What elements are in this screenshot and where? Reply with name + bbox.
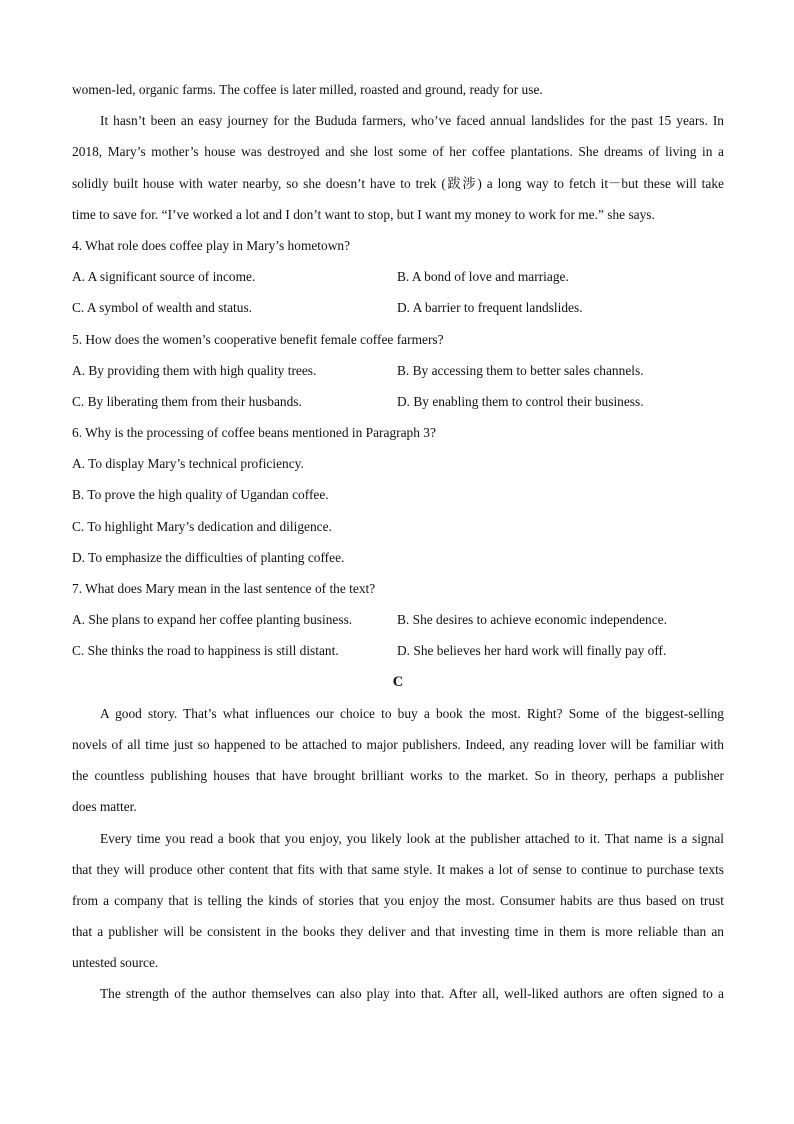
option-b[interactable]: B. To prove the high quality of Ugandan coffee. xyxy=(72,487,329,503)
exam-page xyxy=(72,74,724,1010)
section-title: C xyxy=(392,673,404,690)
question-7 xyxy=(72,573,724,667)
paragraph-line: that a publisher will be consistent in the books they deliver and that investing time in them is more reliable than an xyxy=(72,924,724,940)
question-stem: 6. Why is the processing of coffee beans mentioned in Paragraph 3? xyxy=(72,425,436,441)
option-d[interactable]: D. She believes her hard work will finally pay off. xyxy=(397,643,667,659)
options-row xyxy=(72,386,724,417)
question-4 xyxy=(72,230,724,324)
option-c[interactable]: C. To highlight Mary’s dedication and diligence. xyxy=(72,518,332,534)
option-a[interactable]: A. She plans to expand her coffee planting business. xyxy=(72,612,353,628)
passage-b-tail xyxy=(72,74,724,230)
option-b[interactable]: B. She desires to achieve economic independence. xyxy=(397,612,667,628)
option-d[interactable]: D. To emphasize the difficulties of planting coffee. xyxy=(72,549,345,565)
options-row xyxy=(72,292,724,323)
passage-line: 2018, Mary’s mother’s house was destroyed and she lost some of her coffee plantations. She dreams of living in a xyxy=(72,144,724,160)
option-b[interactable]: B. A bond of love and marriage. xyxy=(397,269,569,285)
question-stem: 7. What does Mary mean in the last sentence of the text? xyxy=(72,581,376,596)
paragraph xyxy=(72,823,724,979)
paragraph-line: A good story. That’s what influences our choice to buy a book the most. Right? Some of the biggest-selling xyxy=(100,705,724,721)
question-stem: 5. How does the women’s cooperative benefit female coffee farmers? xyxy=(72,331,444,347)
option-c[interactable]: C. A symbol of wealth and status. xyxy=(72,300,253,316)
question-5 xyxy=(72,324,724,418)
paragraph-line: The strength of the author themselves can also play into that. After all, well-liked authors are often signed to a xyxy=(100,986,724,1002)
passage-line: It hasn’t been an easy journey for the Bududa farmers, who’ve faced annual landslides for the past 15 years. In xyxy=(100,113,724,129)
passage-line: women-led, organic farms. The coffee is later milled, roasted and ground, ready for use. xyxy=(72,82,543,97)
options-row xyxy=(72,635,724,666)
option-a[interactable]: A. To display Mary’s technical proficiency. xyxy=(72,456,304,472)
options-row xyxy=(72,261,724,292)
paragraph-line: novels of all time just so happened to be attached to major publishers. Indeed, any reading lover will be familiar with xyxy=(72,736,724,752)
paragraph-line: does matter. xyxy=(72,799,137,815)
question-6 xyxy=(72,417,724,573)
paragraph-line: that they will produce other content that fits with that same style. It makes a lot of sense to continue to purchase texts xyxy=(72,861,724,877)
paragraph-line: untested source. xyxy=(72,955,159,971)
passage-line: time to save for. “I’ve worked a lot and I don’t want to stop, but I want my money to work for me.” she says. xyxy=(72,206,655,222)
option-a[interactable]: A. By providing them with high quality trees. xyxy=(72,362,317,378)
option-d[interactable]: D. A barrier to frequent landslides. xyxy=(397,300,583,316)
paragraph-line: from a company that is telling the kinds of stories that you enjoy the most. Consumer habits are thus based on trust xyxy=(72,892,724,908)
question-stem: 4. What role does coffee play in Mary’s hometown? xyxy=(72,237,351,253)
options-row xyxy=(72,604,724,635)
option-b[interactable]: B. By accessing them to better sales channels. xyxy=(397,362,644,378)
paragraph-line: the countless publishing houses that have brought brilliant works to the market. So in theory, perhaps a publisher xyxy=(72,768,724,784)
paragraph xyxy=(72,698,724,823)
paragraph xyxy=(72,978,724,1009)
passage-line: solidly built house with water nearby, so she doesn’t have to trek (跋涉) a long way to fetch it－but these will take xyxy=(72,175,724,191)
option-c[interactable]: C. By liberating them from their husbands. xyxy=(72,393,302,409)
section-c xyxy=(72,667,724,1010)
option-d[interactable]: D. By enabling them to control their business. xyxy=(397,393,644,409)
option-c[interactable]: C. She thinks the road to happiness is still distant. xyxy=(72,643,339,659)
options-row xyxy=(72,355,724,386)
option-a[interactable]: A. A significant source of income. xyxy=(72,269,256,285)
paragraph-line: Every time you read a book that you enjoy, you likely look at the publisher attached to it. That name is a signal xyxy=(100,830,724,846)
